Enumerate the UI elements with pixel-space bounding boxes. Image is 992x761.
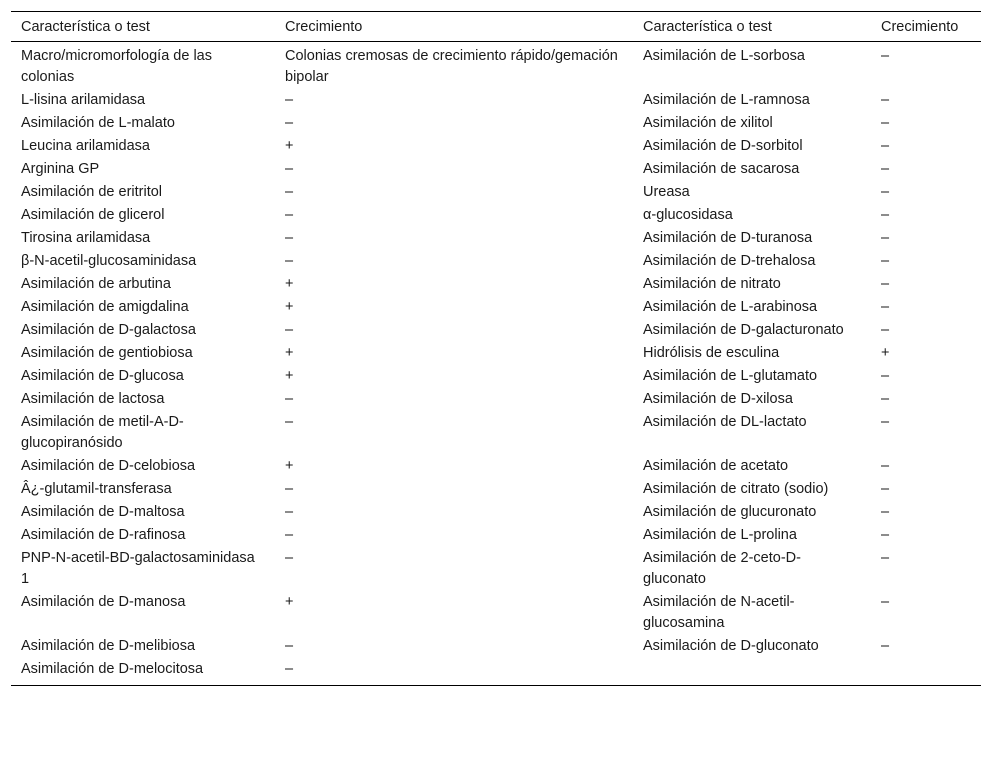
characteristic-cell-1: Asimilación de glicerol (21, 207, 165, 223)
characteristic-cell-2: Asimilación de D-trehalosa (643, 253, 816, 269)
characteristic-cell-1: PNP-N-acetil-BD-galactosaminidasa 1 (21, 550, 255, 587)
growth-cell-1: + (285, 594, 294, 610)
characteristic-cell-2: Asimilación de D-galacturonato (643, 322, 844, 338)
table-row (11, 204, 981, 227)
table-row (11, 273, 981, 296)
characteristic-cell-1: Asimilación de lactosa (21, 391, 165, 407)
growth-cell-2: – (881, 594, 890, 610)
growth-cell-2: – (881, 230, 890, 246)
characteristic-cell-2: Asimilación de N-acetil-glucosamina (643, 594, 795, 631)
table-row (11, 547, 981, 591)
characteristic-cell-2: Asimilación de L-glutamato (643, 368, 818, 384)
growth-cell-2: – (881, 161, 890, 177)
table-row (11, 411, 981, 455)
table-row (11, 635, 981, 658)
characteristic-cell-2: Asimilación de xilitol (643, 115, 773, 131)
table-row (11, 591, 981, 635)
growth-cell-2: – (881, 92, 890, 108)
growth-cell-1: – (285, 207, 294, 223)
table-row (11, 455, 981, 478)
growth-cell-1: – (285, 481, 294, 497)
growth-cell-2: + (881, 345, 890, 361)
characteristic-cell-1: Asimilación de D-glucosa (21, 368, 184, 384)
characteristic-cell-1: Asimilación de D-manosa (21, 594, 186, 610)
characteristic-cell-2 (633, 658, 871, 686)
growth-cell-1: – (285, 638, 294, 654)
growth-cell-2: – (881, 504, 890, 520)
characteristic-cell-2: Asimilación de L-arabinosa (643, 299, 818, 315)
growth-cell-1: – (285, 414, 294, 430)
characteristic-cell-2: Asimilación de 2-ceto-D-gluconato (643, 550, 801, 587)
characteristic-cell-2: Asimilación de nitrato (643, 276, 781, 292)
growth-cell-2: – (881, 138, 890, 154)
characteristic-cell-2: Asimilación de DL-lactato (643, 414, 807, 430)
characteristic-cell-2: α-glucosidasa (643, 207, 733, 223)
results-table-container (11, 11, 981, 686)
characteristic-cell-1: Asimilación de D-galactosa (21, 322, 196, 338)
header-characteristic-2: Característica o test (633, 12, 871, 42)
characteristic-cell-1: Asimilación de D-rafinosa (21, 527, 186, 543)
table-row (11, 112, 981, 135)
characteristic-cell-2: Asimilación de glucuronato (643, 504, 817, 520)
growth-cell-2: – (881, 527, 890, 543)
growth-cell-1: – (285, 504, 294, 520)
growth-cell-1: + (285, 299, 294, 315)
growth-cell-1: – (285, 322, 294, 338)
characteristic-cell-1: Asimilación de D-celobiosa (21, 458, 196, 474)
characteristic-cell-2: Asimilación de sacarosa (643, 161, 800, 177)
characteristic-cell-1: Asimilación de metil-A-D-glucopiranósido (21, 414, 184, 451)
table-row (11, 388, 981, 411)
characteristic-cell-1: Asimilación de eritritol (21, 184, 163, 200)
table-row (11, 42, 981, 90)
characteristic-cell-2: Asimilación de D-sorbitol (643, 138, 803, 154)
characteristic-cell-1: Macro/micromorfología de las colonias (21, 48, 212, 85)
table-row (11, 158, 981, 181)
characteristic-cell-1: Asimilación de arbutina (21, 276, 171, 292)
growth-cell-1: – (285, 161, 294, 177)
growth-cell-2: – (881, 207, 890, 223)
header-growth-1: Crecimiento (275, 12, 633, 42)
table-row (11, 658, 981, 686)
characteristic-cell-2: Asimilación de D-gluconato (643, 638, 819, 654)
table-row (11, 227, 981, 250)
growth-cell-2: – (881, 550, 890, 566)
growth-cell-2: – (881, 368, 890, 384)
table-header (11, 12, 981, 42)
growth-cell-1: Colonias cremosas de crecimiento rápido/gemación bipolar (285, 48, 618, 85)
table-row (11, 319, 981, 342)
characteristic-cell-1: β-N-acetil-glucosaminidasa (21, 253, 197, 269)
table-row (11, 89, 981, 112)
header-growth-2: Crecimiento (871, 12, 981, 42)
growth-cell-1: – (285, 391, 294, 407)
table-row (11, 478, 981, 501)
table-row (11, 524, 981, 547)
characteristic-cell-1: Asimilación de gentiobiosa (21, 345, 193, 361)
characteristic-cell-2: Hidrólisis de esculina (643, 345, 780, 361)
characteristic-cell-2: Ureasa (643, 184, 690, 200)
results-table (11, 11, 981, 686)
characteristic-cell-1: Asimilación de amigdalina (21, 299, 189, 315)
growth-cell-2: – (881, 414, 890, 430)
growth-cell-2: – (881, 391, 890, 407)
growth-cell-2: – (881, 638, 890, 654)
table-row (11, 181, 981, 204)
table-row (11, 342, 981, 365)
growth-cell-2: – (881, 276, 890, 292)
growth-cell-1: + (285, 368, 294, 384)
growth-cell-2 (871, 658, 981, 686)
table-row (11, 250, 981, 273)
growth-cell-1: – (285, 184, 294, 200)
header-characteristic-1: Característica o test (11, 12, 275, 42)
growth-cell-2: – (881, 48, 890, 64)
characteristic-cell-1: L-lisina arilamidasa (21, 92, 146, 108)
growth-cell-2: – (881, 481, 890, 497)
growth-cell-2: – (881, 322, 890, 338)
header-row (11, 12, 981, 42)
growth-cell-1: – (285, 550, 294, 566)
characteristic-cell-1: Tirosina arilamidasa (21, 230, 151, 246)
growth-cell-1: + (285, 138, 294, 154)
growth-cell-2: – (881, 299, 890, 315)
growth-cell-1: + (285, 458, 294, 474)
characteristic-cell-2: Asimilación de L-sorbosa (643, 48, 805, 64)
table-row (11, 135, 981, 158)
table-row (11, 296, 981, 319)
characteristic-cell-2: Asimilación de L-prolina (643, 527, 797, 543)
characteristic-cell-2: Asimilación de D-turanosa (643, 230, 813, 246)
growth-cell-2: – (881, 115, 890, 131)
characteristic-cell-2: Asimilación de D-xilosa (643, 391, 793, 407)
table-body (11, 42, 981, 686)
characteristic-cell-1: Arginina GP (21, 161, 100, 177)
table-row (11, 501, 981, 524)
growth-cell-1: – (275, 658, 633, 686)
growth-cell-1: – (285, 230, 294, 246)
characteristic-cell-1: Asimilación de L-malato (21, 115, 175, 131)
characteristic-cell-2: Asimilación de citrato (sodio) (643, 481, 829, 497)
growth-cell-1: – (285, 527, 294, 543)
growth-cell-1: + (285, 276, 294, 292)
growth-cell-1: – (285, 253, 294, 269)
growth-cell-1: – (285, 92, 294, 108)
growth-cell-1: + (285, 345, 294, 361)
characteristic-cell-1: Asimilación de D-melibiosa (21, 638, 196, 654)
characteristic-cell-1: Asimilación de D-maltosa (21, 504, 185, 520)
characteristic-cell-1: Asimilación de D-melocitosa (11, 658, 275, 686)
growth-cell-2: – (881, 458, 890, 474)
characteristic-cell-1: Â¿-glutamil-transferasa (21, 481, 172, 497)
growth-cell-2: – (881, 253, 890, 269)
characteristic-cell-2: Asimilación de L-ramnosa (643, 92, 810, 108)
table-row (11, 365, 981, 388)
characteristic-cell-1: Leucina arilamidasa (21, 138, 150, 154)
growth-cell-2: – (881, 184, 890, 200)
growth-cell-1: – (285, 115, 294, 131)
characteristic-cell-2: Asimilación de acetato (643, 458, 789, 474)
